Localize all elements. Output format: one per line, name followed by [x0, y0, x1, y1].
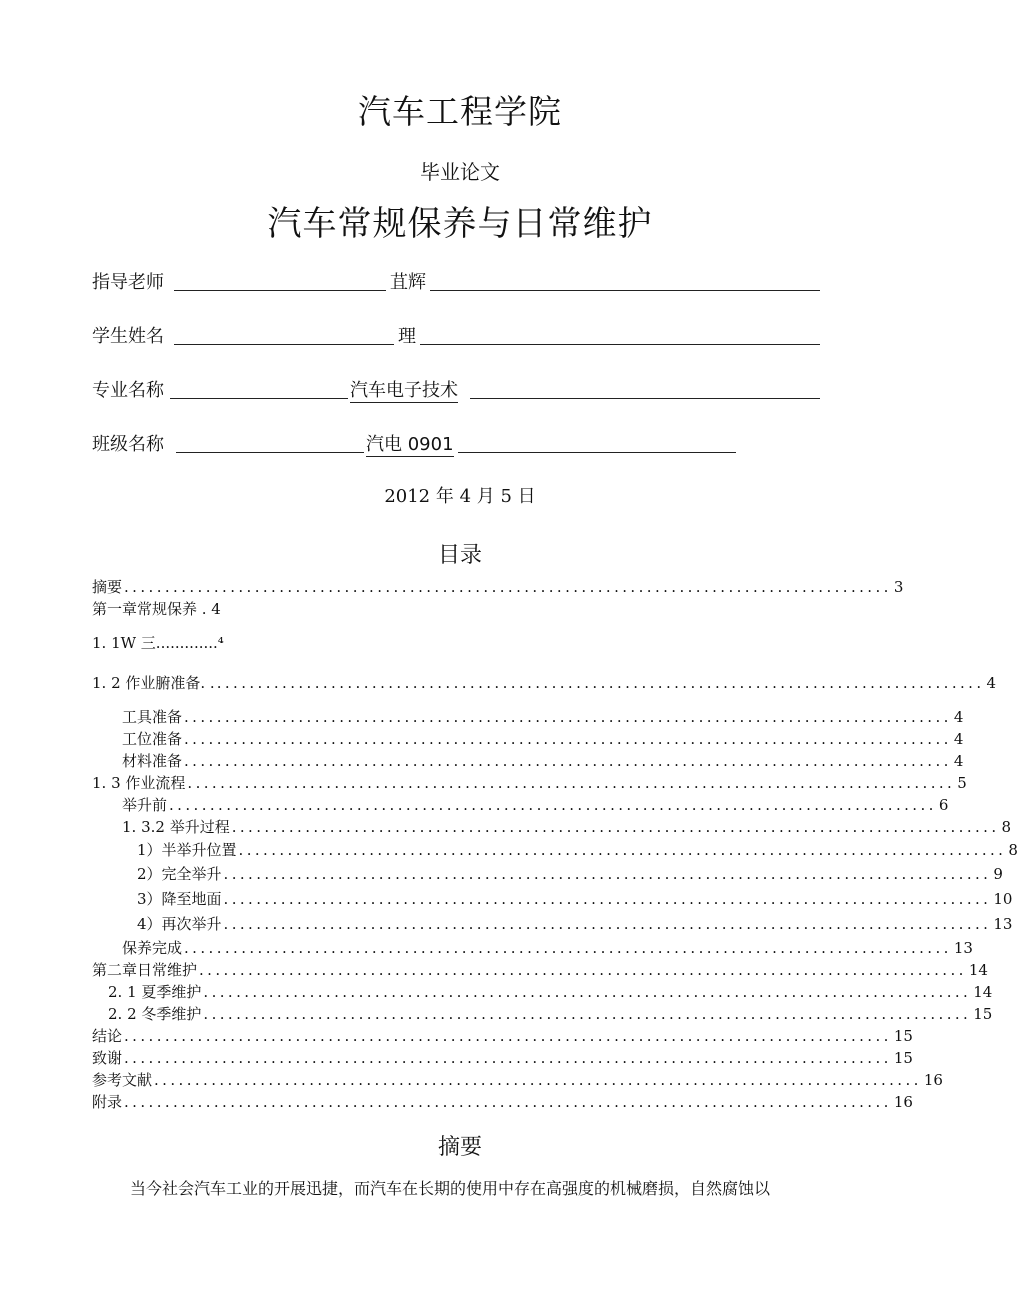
toc-entry[interactable]	[122, 794, 949, 816]
toc-entry-title: 第二章日常维护	[92, 961, 198, 979]
toc-entry-title: 2. 2 冬季维护	[108, 1005, 202, 1023]
toc-entry[interactable]	[137, 839, 1018, 861]
toc-leader: ..............................................................................................	[184, 752, 952, 770]
toc-entry-page: 6	[938, 796, 949, 814]
field-value: 汽电 0901	[366, 430, 454, 457]
toc-entry[interactable]	[122, 728, 964, 750]
toc-entry-title: 致谢	[92, 1049, 123, 1067]
abstract-heading: 摘要	[437, 1135, 482, 1160]
toc-entry-page: 5	[957, 774, 967, 792]
toc-entry[interactable]	[92, 1069, 943, 1091]
toc-entry-page: 15	[893, 1049, 913, 1067]
toc-entry-page: 4	[953, 752, 964, 770]
toc-entry-title: 举升前	[122, 796, 168, 814]
toc-entry-title: 1. 3 作业流程	[92, 774, 186, 792]
toc-entry-title: 工位准备	[122, 730, 183, 748]
field-class	[92, 430, 822, 458]
toc-entry-title: 材料准备	[122, 752, 183, 770]
toc-entry[interactable]	[137, 913, 1013, 935]
toc-entry[interactable]	[108, 1003, 993, 1025]
toc-entry-page: 4	[953, 730, 964, 748]
toc-entry[interactable]	[92, 772, 967, 794]
toc-entry[interactable]	[92, 598, 392, 620]
toc-entry-page: 9	[993, 865, 1003, 883]
toc-leader: ..............................................................................................	[203, 983, 972, 1001]
toc-entry-title: 2）完全举升	[137, 865, 222, 883]
toc-entry-title: 3）降至地面	[137, 890, 222, 908]
toc-entry-title: 第一章常规保养 . 4	[92, 600, 221, 618]
toc-entry-title: 工具准备	[122, 708, 183, 726]
toc-leader: ..............................................................................................	[203, 1005, 972, 1023]
institution-name: 汽车工程学院	[358, 92, 562, 131]
field-label: 班级名称	[92, 434, 164, 455]
toc-leader: ..............................................................................................	[223, 915, 992, 933]
toc-entry-title: 附录	[92, 1093, 123, 1111]
toc-entry[interactable]	[122, 937, 973, 959]
toc-leader: ..............................................................................................	[169, 796, 937, 814]
toc-entry-page: 16	[923, 1071, 943, 1089]
toc-entry-page: 16	[893, 1093, 913, 1111]
field-underline	[470, 376, 820, 399]
thesis-title: 汽车常规保养与日常维护	[267, 204, 653, 244]
toc-entry[interactable]	[122, 750, 964, 772]
field-value: 理	[398, 326, 416, 347]
field-underline	[170, 376, 348, 399]
toc-entry-page: 14	[973, 983, 993, 1001]
toc-leader: ..............................................................................................	[216, 674, 985, 692]
toc-entry-page: 13	[953, 939, 973, 957]
toc-entry-title: 结论	[92, 1027, 123, 1045]
toc-leader: ..............................................................................................	[184, 939, 952, 957]
toc-entry[interactable]	[92, 672, 997, 694]
toc-leader: ..............................................................................................	[187, 774, 956, 792]
toc-leader: ..............................................................................................	[124, 578, 892, 596]
toc-leader: ..............................................................................................	[124, 1049, 892, 1067]
toc-entry[interactable]	[92, 1047, 913, 1069]
toc-entry-page: 14	[968, 961, 988, 979]
toc-entry[interactable]	[122, 706, 964, 728]
toc-entry-title: 保养完成	[122, 939, 183, 957]
toc-leader: ..............................................................................................	[124, 1093, 892, 1111]
toc-entry[interactable]	[92, 632, 392, 654]
field-label: 学生姓名	[92, 326, 164, 347]
toc-entry-page: 8	[1001, 818, 1012, 836]
toc-leader: ..............................................................................................	[124, 1027, 892, 1045]
field-underline	[176, 430, 364, 453]
toc-entry-page: 8	[1008, 841, 1018, 859]
toc-entry[interactable]	[92, 1025, 913, 1047]
toc-entry[interactable]	[92, 959, 988, 981]
toc-entry-title: 1. 2 作业腑准备. .	[92, 674, 215, 692]
toc-entry-title: 1）半举升位置	[137, 841, 237, 859]
field-label: 指导老师	[92, 272, 164, 293]
toc-entry-title: 2. 1 夏季维护	[108, 983, 202, 1001]
field-underline	[430, 268, 820, 291]
toc-leader: ..............................................................................................	[154, 1071, 922, 1089]
field-student-name	[92, 322, 822, 350]
toc-entry[interactable]	[122, 816, 1012, 838]
toc-entry-title: 4）再次举升	[137, 915, 222, 933]
toc-entry-title: 摘要	[92, 578, 123, 596]
toc-entry-title: 1. 1W 三.............⁴	[92, 634, 224, 652]
toc-leader: ..............................................................................................	[231, 818, 1000, 836]
toc-entry-title: 参考文献	[92, 1071, 153, 1089]
toc-entry-page: 4	[953, 708, 964, 726]
toc-heading: 目录	[437, 543, 482, 568]
toc-entry-page: 13	[993, 915, 1013, 933]
field-underline	[174, 268, 386, 291]
toc-leader: ..............................................................................................	[199, 961, 967, 979]
field-underline	[174, 322, 394, 345]
toc-entry-title: 1. 3.2 举升过程	[122, 818, 230, 836]
field-value: 汽车电子技术	[350, 376, 458, 403]
field-value: 苴辉	[390, 272, 426, 293]
document-type: 毕业论文	[420, 160, 500, 184]
toc-leader: ..............................................................................................	[184, 708, 952, 726]
toc-entry-page: 3	[893, 578, 904, 596]
field-underline	[420, 322, 820, 345]
toc-leader: ..............................................................................................	[238, 841, 1007, 859]
toc-entry[interactable]	[108, 981, 993, 1003]
toc-entry[interactable]	[92, 1091, 913, 1113]
toc-leader: ..............................................................................................	[223, 865, 992, 883]
toc-leader: ..............................................................................................	[184, 730, 952, 748]
toc-entry[interactable]	[137, 863, 1003, 885]
toc-entry[interactable]	[137, 888, 1013, 910]
abstract-body: 当今社会汽车工业的开展迅捷，而汽车在长期的使用中存在高强度的机械磨损，自然腐蚀以	[130, 1179, 771, 1198]
toc-entry-page: 15	[973, 1005, 993, 1023]
toc-entry-page: 4	[986, 674, 997, 692]
toc-entry-page: 10	[993, 890, 1013, 908]
toc-entry[interactable]	[92, 576, 904, 598]
field-label: 专业名称	[92, 380, 164, 401]
field-major	[92, 376, 822, 404]
field-advisor	[92, 268, 822, 296]
toc-leader: ..............................................................................................	[223, 890, 992, 908]
field-underline	[458, 430, 736, 453]
submission-date: 2012 年 4 月 5 日	[384, 486, 536, 507]
toc-entry-page: 15	[893, 1027, 913, 1045]
